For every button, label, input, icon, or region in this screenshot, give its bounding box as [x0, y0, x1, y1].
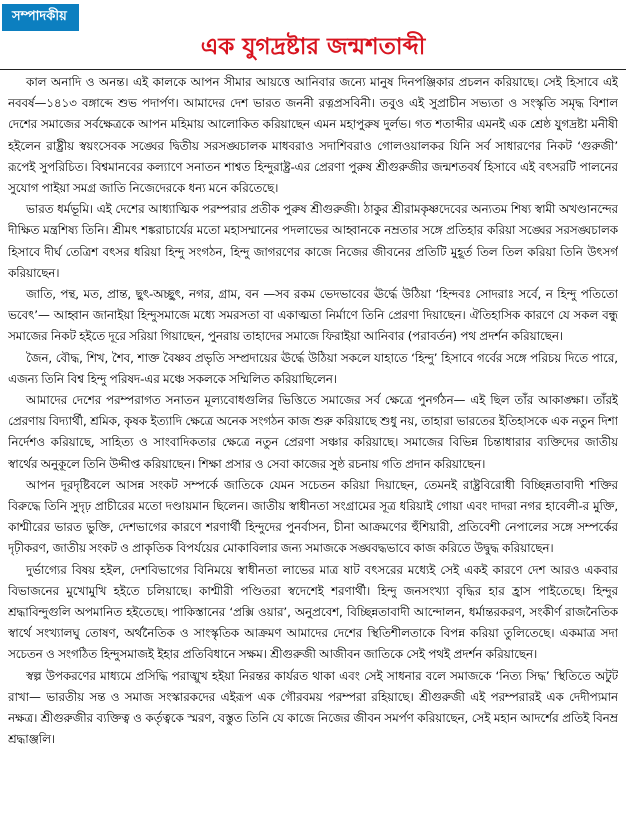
paragraph-6: আপন দূরদৃষ্টিবলে আসন্ন সংকট সম্পর্কে জাতিকে যেমন সচেতন করিয়া দিয়াছেন, তেমনই রাষ্ট্রবিরোধী বিচ্ছিন্নতাবাদী শক্তির বিরুদ্ধে তিনি সুদৃঢ় প্রাচীরের মতো দণ্ডায়মান ছিলেন। জাতীয় স্বাধীনতা সংগ্রামের সূত্র ধরিয়াই গোয়া এবং দাদরা নগর হাবেলী-র মুক্তি, কাশ্মীরের ভারত ভুক্তি, দেশভাগের কারণে শরণার্থী হিন্দুদের পুনর্বাসন, চীনা আক্রমণের হুঁশিয়ারী, প্রতিবেশী নেপালের সঙ্গে সম্পর্কের দৃঢ়ীকরণ, জাতীয় সংকট ও প্রাকৃতিক বিপর্যয়ের মোকাবিলার জন্য সমাজকে সঙ্ঘবদ্ধভাবে কাজ করিতে উদ্বুদ্ধ করিয়াছেন।: [8, 477, 618, 556]
editorial-body: [8, 72, 618, 836]
paragraph-5: আমাদের দেশের পরম্পরাগত সনাতন মূল্যবোধগুলির ভিত্তিতে সমাজের সর্ব ক্ষেত্রে পুনর্গঠন— এই ছিল তাঁর আকাঙ্ক্ষা। তাঁরই প্রেরণায় বিদ্যার্থী, শ্রমিক, কৃষক ইত্যাদি ক্ষেত্রে অনেক সংগঠন কাজ শুরু করিয়াছে শুধু নয়, তাহারা ভারতের ইতিহাসকে এক নতুন দিশা নির্দেশও করিয়াছে, সাহিত্য ও সাংবাদিকতার ক্ষেত্রে নতুন প্রেরণা সঞ্চার করিয়াছে। সমাজের বিভিন্ন চিন্তাধারার ব্যক্তিদের জাতীয় স্বার্থের অনুকূলে তিনি উদ্দীপ্ত করিয়াছেন। শিক্ষা প্রসার ও সেবা কাজের সুষ্ঠ রচনায় গতি প্রদান করিয়াছেন।: [8, 393, 618, 471]
paragraph-2: ভারত ধর্মভূমি। এই দেশের আধ্যাত্মিক পরম্পরার প্রতীক পুরুষ শ্রীগুরুজী। ঠাকুর শ্রীরামকৃষ্ণদেবের অন্যতম শিষ্য স্বামী অখণ্ডানন্দের দীক্ষিত মন্ত্রশিষ্য তিনি। শ্রীমৎ শঙ্করাচার্যের মতো মহাসম্মানের পদলাভের আহ্বানকে নম্রতার সঙ্গে প্রতিহার করিয়া সঙ্ঘের সরসঙ্ঘচালক হিসাবে দীর্ঘ তেত্রিশ বৎসর ধরিয়া হিন্দু সংগঠন, হিন্দু জাগরণের কাজে নিজের জীবনের প্রতিটি মুহূর্ত তিল তিল করিয়া তিনি উৎসর্গ করিয়াছেন।: [8, 202, 618, 280]
editorial-title: এক যুগদ্রষ্টার জন্মশতাব্দী: [200, 34, 426, 60]
title-divider: [0, 69, 626, 70]
paragraph-3: জাতি, পন্থ, মত, প্রান্ত, ছুৎ-অচ্ছুৎ, নগর, গ্রাম, বন —সব রকম ভেদভাবের ঊর্দ্ধে উঠিয়া ‘হিন্দবঃ সোদরাঃ সর্বে, ন হিন্দু পতিতো ভবেৎ’— আহ্বান জানাইয়া হিন্দুসমাজে মধ্যে সমরসতা বা একাত্মতা নির্মাণে তিনি প্রেরণা দিয়াছেন। ঐতিহাসিক কারণে যে সকল বন্ধু সমাজের নিকট হইতে দূরে সরিয়া গিয়াছেন, পুনরায় তাহাদের সমাজে ফিরাইয়া আনিবার (পরাবর্তন) পথ প্রদর্শন করিয়াছেন।: [8, 287, 618, 344]
paragraph-8: স্বল্প উপকরণের মাধ্যমে প্রসিদ্ধি পরাঙ্মুখ হইয়া নিরন্তর কার্যরত থাকা এবং সেই সাধনার বলে সমাজকে ‘নিত্য সিদ্ধ’ স্থিতিতে অটুট রাখা— ভারতীয় সন্ত ও সমাজ সংস্কারকদের এইরূপ এক গৌরবময় পরম্পরা রহিয়াছে। শ্রীগুরুজী এই পরম্পরারই এক দেদীপ্যমান নক্ষত্র। শ্রীগুরুজীর ব্যক্তিত্ব ও কর্তৃত্বকে স্মরণ, বস্তুত তিনি যে কাজে নিজের জীবন সমর্পণ করিয়াছেন, সেই মহান আদর্শের প্রতিই বিনম্র শ্রদ্ধাঞ্জলি।: [8, 668, 618, 747]
paragraph-7: দুর্ভাগ্যের বিষয় হইল, দেশবিভাগের বিনিময়ে স্বাধীনতা লাভের মাত্র ষাট বৎসরের মধ্যেই সেই একই কারণে দেশ আরও একবার বিভাজনের মুখোমুখি হইতে চলিয়াছে। কাশ্মীরী পণ্ডিতরা স্বদেশেই শরণার্থী। হিন্দু জনসংখ্যা বৃদ্ধির হার হ্রাস পাইতেছে। হিন্দুর শ্রদ্ধাবিন্দুগুলি অপমানিত হইতেছে। পাকিস্তানের ‘প্রক্সি ওয়ার’, অনুপ্রবেশ, বিচ্ছিন্নতাবাদী আন্দোলন, ধর্মান্তরকরণ, সংকীর্ণ রাজনৈতিক স্বার্থে সংখ্যালঘু তোষণ, অর্থনৈতিক ও সাংস্কৃতিক আক্রমণ আমাদের দেশের স্থিতিশীলতাকে বিপন্ন করিয়া তুলিতেছে। একমাত্র সদা সচেতন ও সংগঠিত হিন্দুসমাজই ইহার প্রতিবিধানে সক্ষম। শ্রীগুরুজী আজীবন জাতিকে সেই পথই প্রদর্শন করিয়াছেন।: [8, 562, 618, 662]
paragraph-1: কাল অনাদি ও অনন্ত। এই কালকে আপন সীমার আয়ত্তে আনিবার জন্যে মানুষ দিনপঞ্জিকার প্রচলন করিয়াছে। সেই হিসাবে এই নববর্ষ—১৪১৩ বঙ্গাব্দে শুভ পদার্পণ। আমাদের দেশ ভারত জননী রত্নপ্রসবিনী। তবুও এই সুপ্রাচীন সভ্যতা ও সংস্কৃতি সমৃদ্ধ বিশাল দেশের সমাজের সর্বক্ষেত্রকে আপন মহিমায় আলোকিত করিয়াছেন এমন মহাপুরুষ দুর্লভ। গত শতাব্দীর এমনই এক শ্রেষ্ঠ যুগদ্রষ্টা মনীষী হইলেন রাষ্ট্রীয় স্বয়ংসেবক সঙ্ঘের দ্বিতীয় সরসঙ্ঘচালক মাধবরাও সদাশিবরাও গোলওয়ালকর যিনি সর্ব সাধারণের নিকট ‘গুরুজী’ রূপেই সুপরিচিত। বিশ্বমানবের কল্যাণে সনাতন শাশ্বত হিন্দুরাষ্ট্র-এর প্রেরণা পুরুষ শ্রীগুরুজীর জন্মশতবর্ষ হিসাবে এই বৎসরটি পালনের সুযোগ পাইয়া সমগ্র জাতি নিজেদেরকে ধন্য মনে করিতেছে।: [8, 75, 618, 196]
paragraph-4: জৈন, বৌদ্ধ, শিখ, শৈব, শাক্ত বৈষ্ণব প্রভৃতি সম্প্রদায়ের ঊর্দ্ধে উঠিয়া সকলে যাহাতে ‘হিন্দু’ হিসাবে গর্বের সঙ্গে পরিচয় দিতে পারে, এজন্য তিনি বিশ্ব হিন্দু পরিষদ-এর মঞ্চে সকলকে সম্মিলিত করিয়াছিলেন।: [8, 350, 618, 386]
section-label: সম্পাদকীয়: [2, 4, 79, 31]
